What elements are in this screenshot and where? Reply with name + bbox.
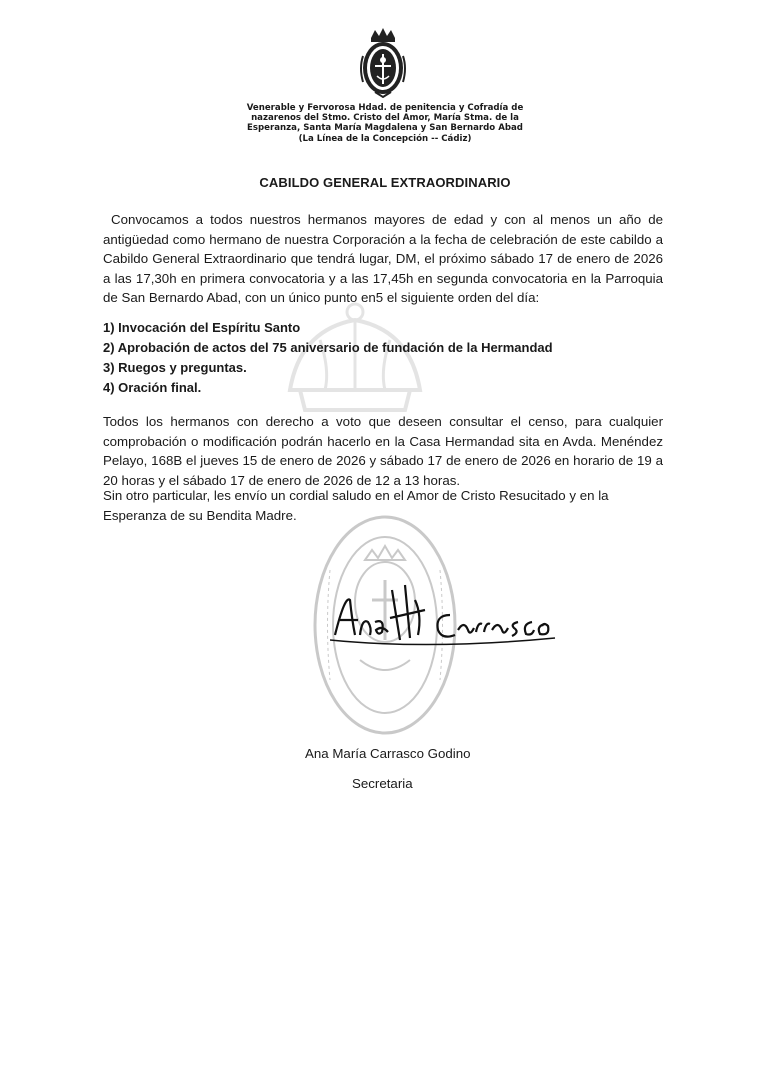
brotherhood-header — [200, 103, 570, 144]
agenda-item: 1) Invocación del Espíritu Santo — [103, 320, 301, 335]
handwritten-signature — [330, 580, 560, 660]
agenda-item: 3) Ruegos y preguntas. — [103, 360, 247, 375]
brotherhood-crest-logo — [355, 26, 411, 98]
agenda-item: 4) Oración final. — [103, 380, 202, 395]
closing-paragraph: Sin otro particular, les envío un cordial saludo en el Amor de Cristo Resucitado y en la Esperanza de su Bendita Madre. — [103, 488, 609, 523]
agenda-item: 2) Aprobación de actos del 75 aniversario de fundación de la Hermandad — [103, 340, 553, 355]
census-paragraph: Todos los hermanos con derecho a voto que deseen consultar el censo, para cualquier comprobación o modificación podrán hacerlo en la Casa Hermandad sita en Avda. Menéndez Pelayo, 168B el jueves 15 de enero de 2026 y sábado 17 de enero de 2026 en horario de 19 a 20 horas y el sábado 17 de enero de 2026 de 12 a 13 horas. — [103, 414, 663, 488]
convocation-paragraph: Convocamos a todos nuestros hermanos mayores de edad y con al menos un año de antigüedad como hermano de nuestra Corporación a la fecha de celebración de este cabildo a Cabildo General Extraordinario que tendrá lugar, DM, el próximo sábado 17 de enero de 2026 a las 17,30h en primera convocatoria y a las 17,45h en segunda convocatoria en la Parroquia de San Bernardo Abad, con un único punto en5 el siguiente orden del día: — [103, 212, 663, 306]
agenda-list — [103, 318, 553, 398]
header-line: Venerable y Fervorosa Hdad. de penitencia y Cofradía de — [246, 103, 524, 113]
header-line: Esperanza, Santa María Magdalena y San Bernardo Abad — [247, 123, 523, 134]
signer-name: Ana María Carrasco Godino — [305, 746, 471, 761]
signer-role: Secretaria — [352, 776, 413, 791]
header-line: nazarenos del Stmo. Cristo del Amor, María Stma. de la — [251, 113, 519, 124]
document-title: CABILDO GENERAL EXTRAORDINARIO — [259, 175, 511, 190]
header-line: (La Línea de la Concepción -- Cádiz) — [298, 133, 472, 144]
